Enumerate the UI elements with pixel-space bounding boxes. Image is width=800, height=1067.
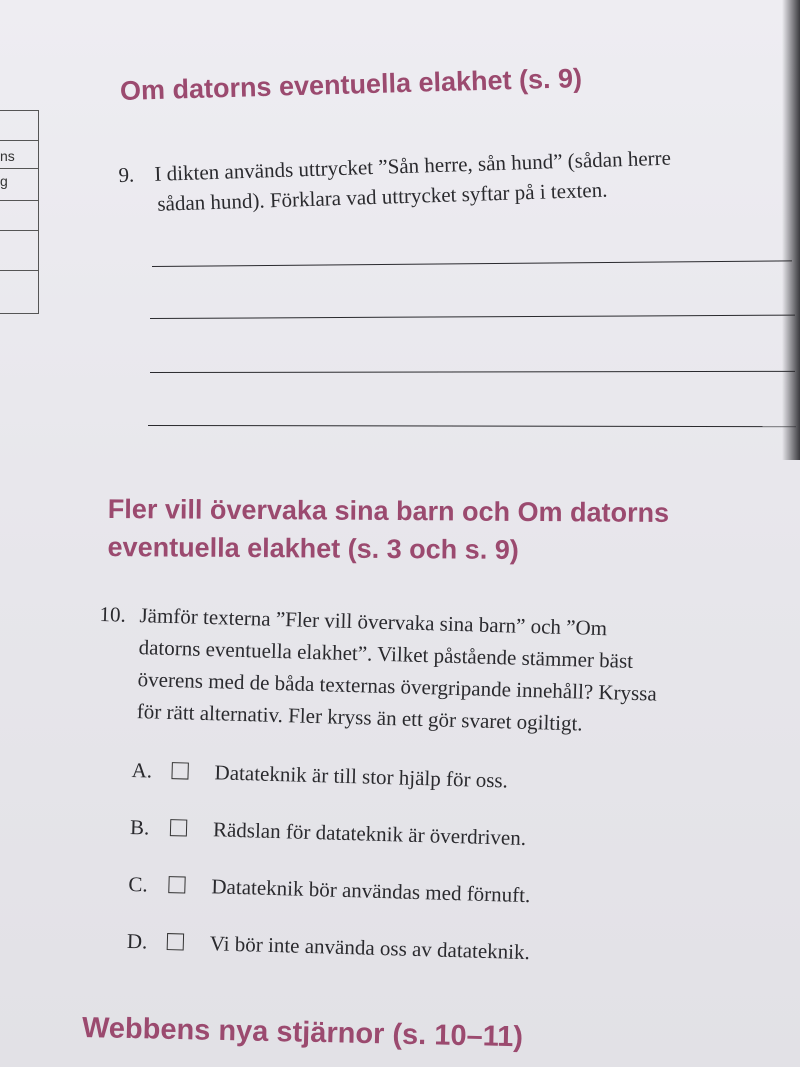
answer-line[interactable]	[152, 260, 792, 267]
section-heading-webbens-nya-stjarnor: Webbens nya stjärnor (s. 10–11)	[81, 1012, 524, 1054]
answer-line[interactable]	[150, 315, 795, 319]
table-rule	[0, 168, 38, 169]
option-letter: A.	[131, 758, 153, 783]
table-rule	[0, 110, 38, 111]
question-text-line: sådan hund). Förklara vad uttrycket syftar på i texten.	[157, 177, 608, 216]
answer-line[interactable]	[150, 371, 795, 373]
table-cell: g	[0, 173, 8, 189]
checkbox[interactable]	[170, 819, 187, 836]
section-heading-fler-vill-overvaka	[107, 490, 669, 570]
heading-line: Fler vill övervaka sina barn och Om datorns	[107, 493, 670, 528]
table-rule	[0, 270, 38, 271]
question-number: 10.	[99, 601, 127, 627]
answer-options	[126, 758, 535, 997]
page-edge-shadow	[782, 0, 800, 460]
checkbox[interactable]	[171, 762, 188, 779]
question-text-line: Jämför texterna ”Fler vill övervaka sina barn” och ”Om	[139, 603, 608, 641]
question-10	[96, 598, 800, 746]
question-text-line: för rätt alternativ. Fler kryss än ett gör svaret ogiltigt.	[136, 699, 583, 736]
table-rule	[0, 230, 38, 231]
option-letter: D.	[126, 928, 148, 954]
question-text-line: I dikten används uttrycket ”Sån herre, sån hund” (sådan herre	[154, 145, 672, 186]
option-text: Vi bör inte använda oss av datateknik.	[209, 931, 531, 965]
checkbox[interactable]	[168, 876, 185, 893]
table-cell: ns	[0, 148, 15, 164]
left-table-fragment	[0, 110, 39, 314]
table-rule	[0, 200, 38, 201]
answer-line[interactable]	[148, 425, 796, 427]
question-text-line: överens med de båda texternas övergripande innehåll? Kryssa	[137, 667, 658, 706]
question-text-line: datorns eventuella elakhet”. Vilket påstående stämmer bäst	[138, 635, 634, 673]
section-heading-datorns-elakhet: Om datorns eventuella elakhet (s. 9)	[119, 63, 583, 106]
heading-line: eventuella elakhet (s. 3 och s. 9)	[107, 531, 519, 565]
option-text: Datateknik är till stor hjälp för oss.	[214, 760, 509, 793]
table-rule	[0, 140, 38, 141]
option-letter: B.	[129, 814, 150, 840]
option-d	[126, 929, 531, 997]
table-rule	[0, 313, 38, 314]
option-text: Datateknik bör användas med förnuft.	[211, 874, 531, 908]
question-number: 9.	[118, 162, 135, 187]
checkbox[interactable]	[167, 933, 184, 950]
question-9	[118, 138, 800, 220]
option-letter: C.	[128, 871, 149, 897]
option-text: Rädslan för datateknik är överdriven.	[212, 817, 527, 851]
